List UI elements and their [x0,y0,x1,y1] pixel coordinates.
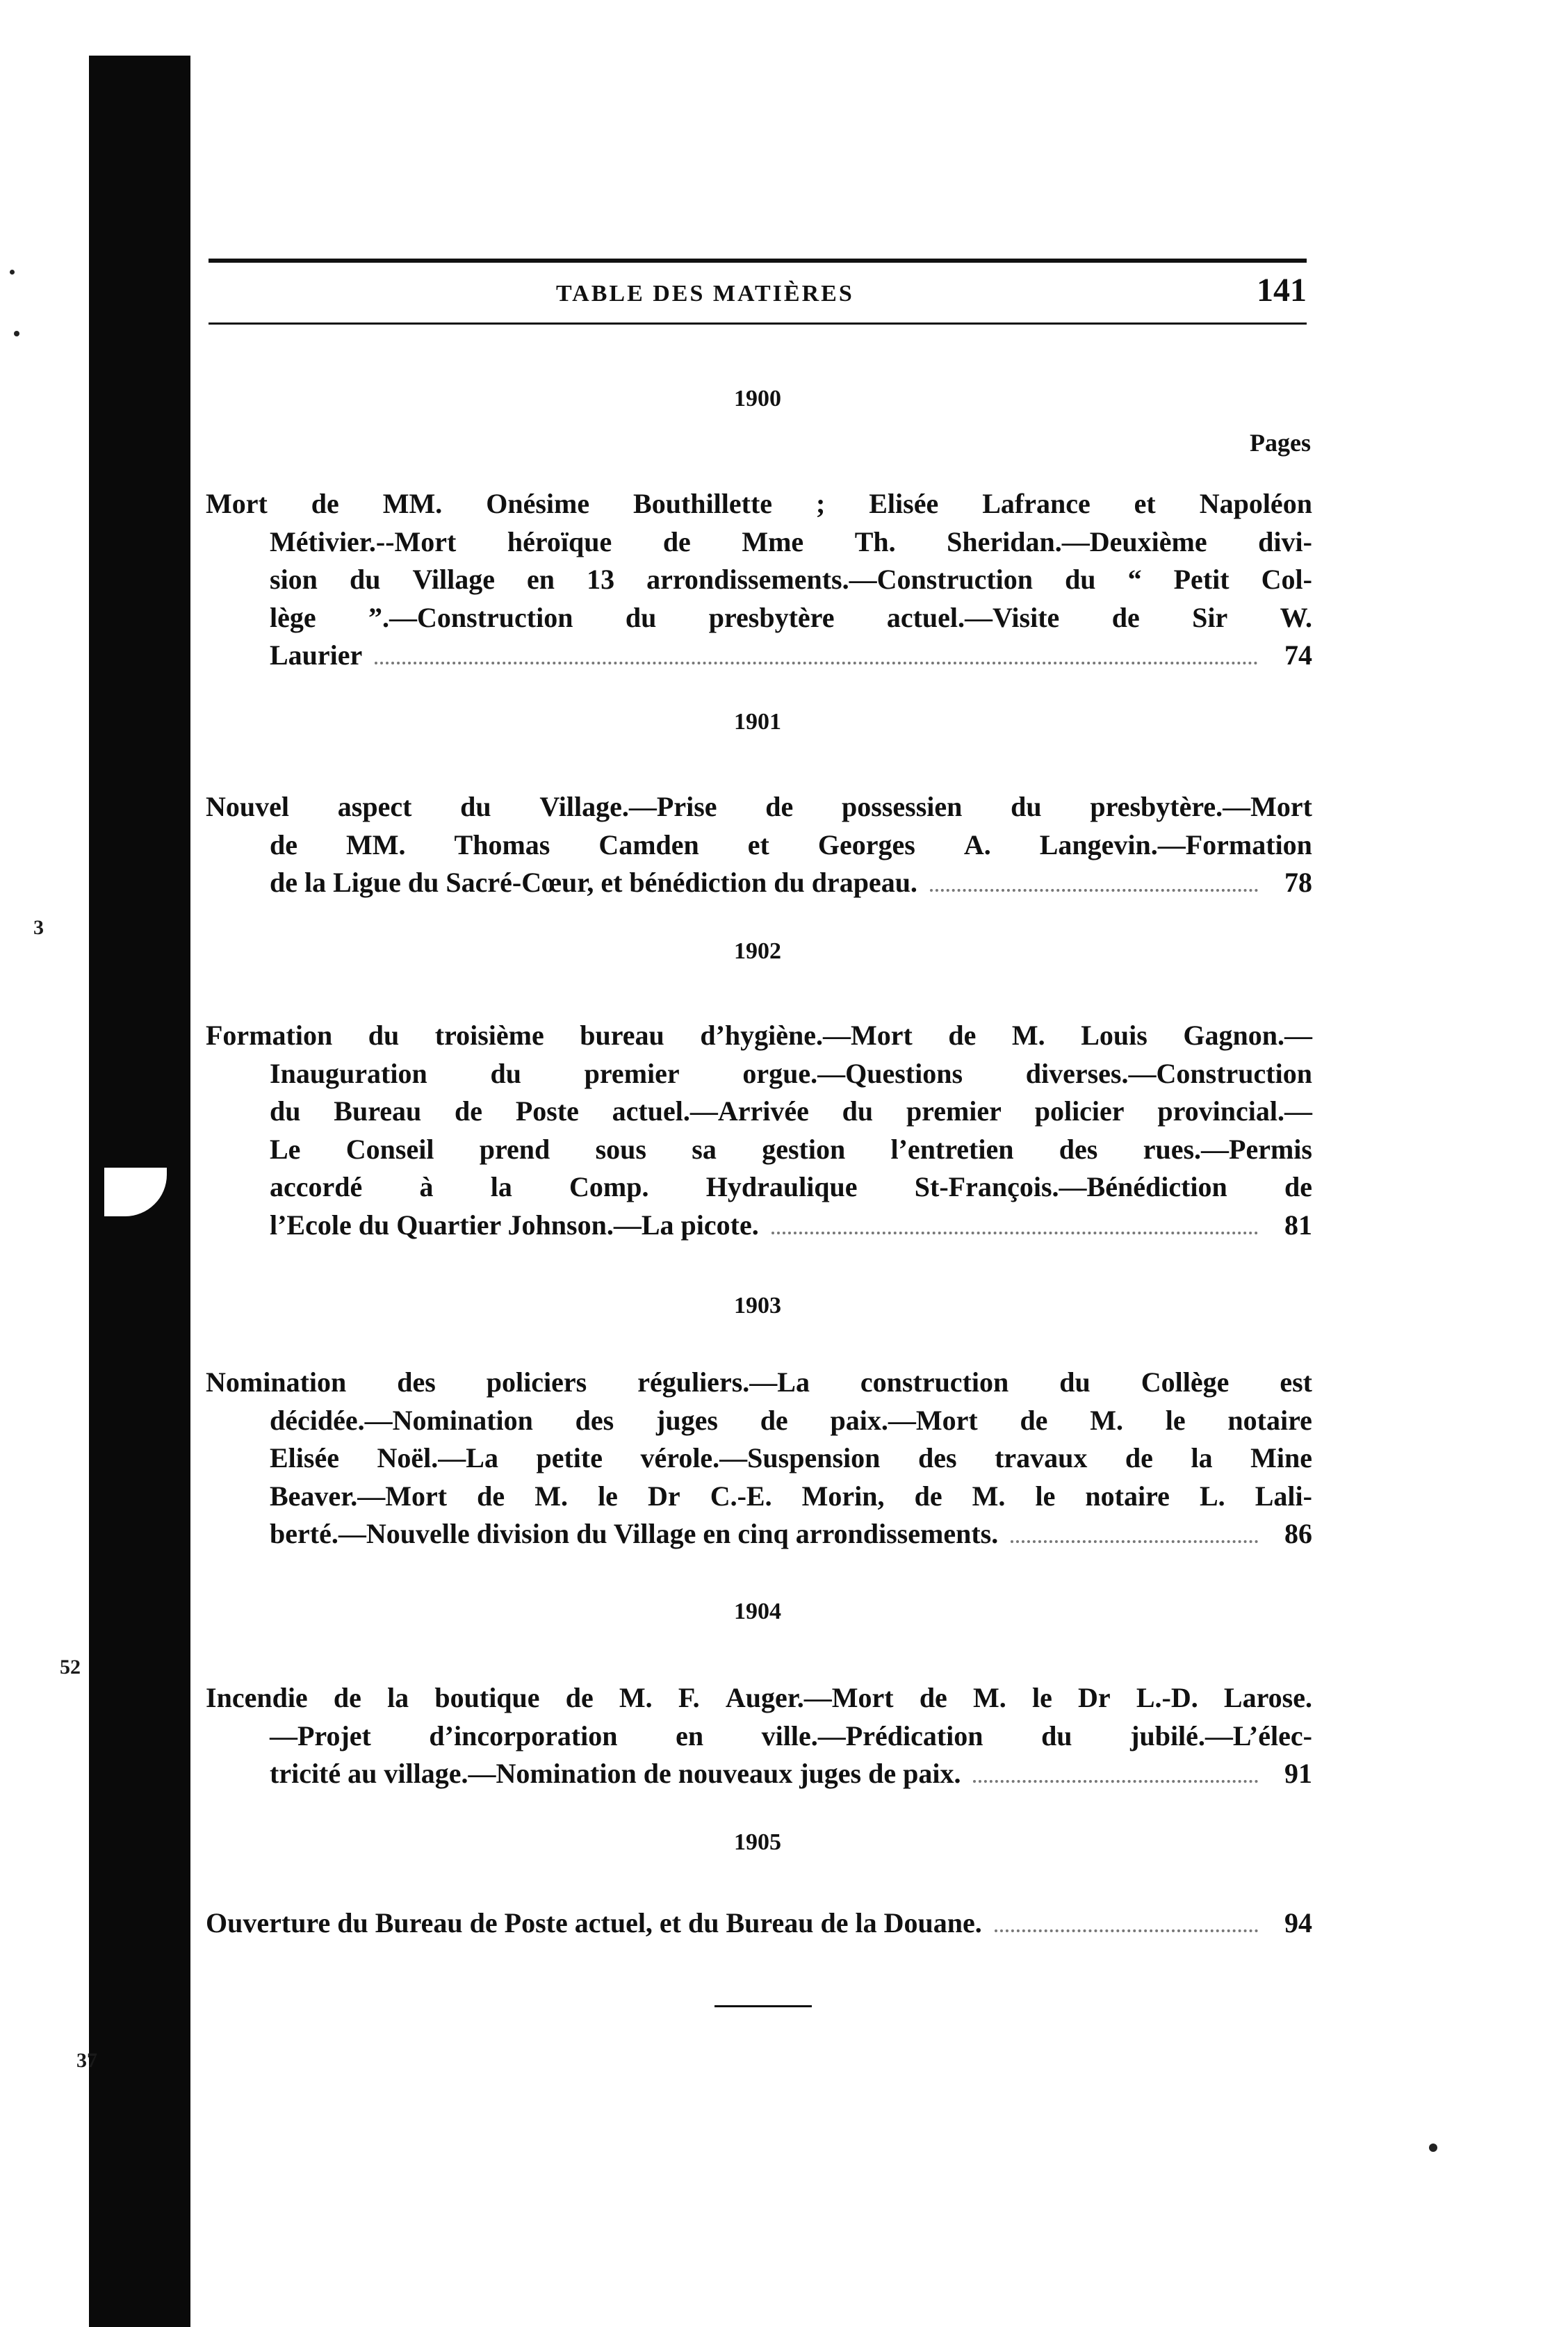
dot-leader [375,637,1258,664]
entry-line: Beaver.—Mort de M. le Dr C.-E. Morin, de M. le notaire L. Lali- [270,1480,1312,1512]
year-heading: 1905 [734,1829,781,1855]
year-heading: 1903 [734,1293,781,1318]
dot-leader [1011,1515,1258,1543]
entry-page-number: 91 [1284,1758,1312,1789]
speck [14,331,19,336]
entry-line: accordé à la Comp. Hydraulique St-François.—Bénédiction de [270,1171,1312,1202]
entry-line: tricité au village.—Nomination de nouveaux juges de paix. [270,1758,961,1789]
entry-line: de MM. Thomas Camden et Georges A. Langevin.—Formation [270,828,1312,860]
speck [1429,2144,1437,2152]
entry-line: Inauguration du premier orgue.—Questions diverses.—Construction [270,1057,1312,1089]
toc-entry [206,1679,1312,1793]
entry-line: lège ”.—Construction du presbytère actuel.—Visite de Sir W. [270,601,1312,633]
year-heading: 1904 [734,1599,781,1624]
toc-entry [206,1904,1312,1943]
end-rule [714,2005,812,2007]
entry-page-number: 86 [1284,1518,1312,1549]
entry-line: Laurier [270,639,363,671]
running-head [209,259,1307,328]
dot-leader [995,1904,1258,1932]
page-title: TABLE DES MATIÈRES [556,281,854,307]
year-heading: 1901 [734,709,781,735]
entry-line: l’Ecole du Quartier Johnson.—La picote. [270,1209,759,1241]
entry-page-number: 81 [1284,1209,1312,1241]
toc-entry [206,1364,1312,1553]
entry-line: Ouverture du Bureau de Poste actuel, et du Bureau de la Douane. [206,1907,982,1938]
toc-entry [206,1017,1312,1244]
toc-entry [206,485,1312,675]
entry-line: du Bureau de Poste actuel.—Arrivée du premier policier provincial.— [270,1095,1312,1127]
entry-line: Formation du troisième bureau d’hygiène.—Mort de M. Louis Gagnon.— [206,1020,1312,1051]
year-heading: 1902 [734,938,781,964]
entry-page-number: 78 [1284,867,1312,898]
entry-line: Nouvel aspect du Village.—Prise de possessien du presbytère.—Mort [206,791,1312,822]
year-heading: 1900 [734,386,781,411]
entry-line: Elisée Noël.—La petite vérole.—Suspension des travaux de la Mine [270,1442,1312,1473]
entry-line: Métivier.--Mort héroïque de Mme Th. Sheridan.—Deuxième divi- [270,525,1312,557]
entry-line: Le Conseil prend sous sa gestion l’entretien des rues.—Permis [270,1133,1312,1165]
entry-page-number: 94 [1284,1907,1312,1938]
entry-page-number: 74 [1284,639,1312,671]
entry-line: berté.—Nouvelle division du Village en cinq arrondissements. [270,1518,999,1549]
entry-line: décidée.—Nomination des juges de paix.—Mort de M. le notaire [270,1404,1312,1436]
entry-line: —Projet d’incorporation en ville.—Prédication du jubilé.—L’élec- [270,1720,1312,1752]
dot-leader [930,864,1258,892]
entry-line: Mort de MM. Onésime Bouthillette ; Elisée Lafrance et Napoléon [206,488,1312,519]
margin-mark-3: 37 [76,2049,97,2072]
dot-leader [973,1755,1258,1783]
speck [10,270,15,275]
margin-mark-2: 52 [60,1656,81,1679]
entry-line: de la Ligue du Sacré-Cœur, et bénédiction du drapeau. [270,867,917,898]
page-number: 141 [1257,272,1307,309]
entry-line: Nomination des policiers réguliers.—La construction du Collège est [206,1366,1312,1398]
margin-mark-1: 3 [33,916,44,939]
head-rule-top [209,259,1307,263]
pages-column-label: Pages [1250,429,1311,457]
entry-line: sion du Village en 13 arrondissements.—Construction du “ Petit Col- [270,564,1312,595]
entry-line: Incendie de la boutique de M. F. Auger.—Mort de M. le Dr L.-D. Larose. [206,1682,1312,1713]
head-rule-bottom [209,322,1307,325]
toc-entry [206,788,1312,902]
dot-leader [771,1207,1258,1234]
